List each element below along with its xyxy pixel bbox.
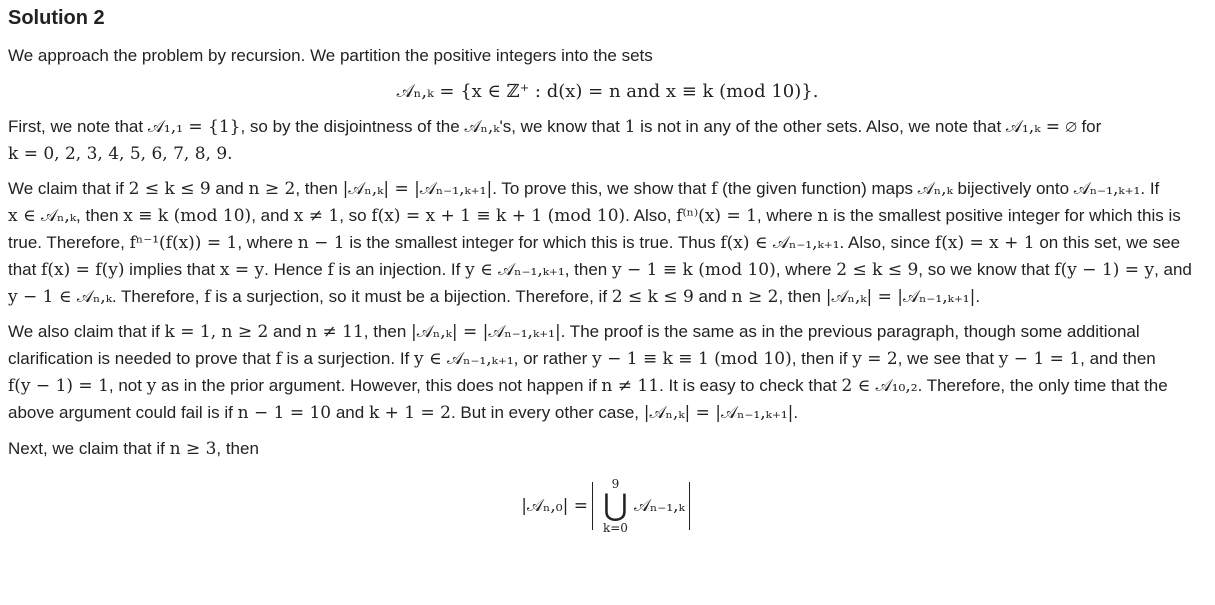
text-run: and [331,402,369,422]
inline-math: f(x) = x + 1 ≡ k + 1 (mod 10) [371,206,626,227]
text-run: . It is easy to check that [659,375,842,395]
inline-math: n ≠ 11 [306,322,364,343]
inline-math: |𝒜ₙ,ₖ| = |𝒜ₙ₋₁,ₖ₊₁| [643,402,794,423]
text-run: . Also, since [839,232,935,252]
text-run: . The proof is the same as in the previous paragraph, though some additional clarification is needed to prove that [8,322,1140,369]
inline-math: |𝒜ₙ,ₖ| = |𝒜ₙ₋₁,ₖ₊₁| [411,322,561,343]
text-run: implies that [124,259,220,279]
text-run: , and [1154,259,1192,279]
text-run: , and [251,206,294,226]
inline-math: f [275,349,282,370]
text-run: , where [237,232,298,252]
inline-math: 𝒜₁,ₖ = ∅ [1005,116,1077,137]
text-run: , then [363,322,412,342]
inline-math: 2 ≤ k ≤ 9 [128,179,211,200]
inline-math: fⁿ⁻¹(f(x)) = 1 [129,232,238,253]
text-run: for [1076,116,1102,136]
inline-math: k + 1 = 2 [368,402,451,423]
inline-math: n ≥ 2 [731,286,779,307]
text-run: . Also, [625,206,677,226]
inline-math: n ≥ 3 [169,438,217,459]
text-run: , then if [791,349,853,369]
text-run: , then [216,438,259,458]
paragraph-intro: We approach the problem by recursion. We partition the positive integers into the sets [8,46,653,65]
union-term: 𝒜ₙ₋₁,ₖ [633,496,685,517]
text-run: , then [778,286,826,306]
inline-math: n ≠ 11 [601,375,660,396]
inline-math: 𝒜ₙ₋₁,ₖ₊₁ [1073,179,1141,200]
text-run: is a surjection, so it must be a bijection. Therefore, if [210,286,612,306]
inline-math: 2 ≤ k ≤ 9 [836,259,919,280]
inline-math: 2 ≤ k ≤ 9 [611,286,694,307]
text-run: is the smallest positive integer for which this is true. Therefore, [8,206,1181,252]
inline-math: 𝒜₁,₁ = {1} [147,116,241,137]
display-equation-union [8,471,1207,541]
inline-math: y − 1 ∈ 𝒜ₙ,ₖ [8,286,112,307]
paragraph-2 [8,176,1207,310]
text-run: We claim that if [8,179,129,199]
inline-math: f(x) ∈ 𝒜ₙ₋₁,ₖ₊₁ [720,232,840,253]
inline-math: y ∈ 𝒜ₙ₋₁,ₖ₊₁ [414,349,514,370]
inline-math: x = y [219,259,265,280]
text-run: bijectively onto [952,179,1074,199]
inline-math: 1 [624,116,636,137]
text-run: . Therefore, the only time that the above argument could fail is if [8,375,1168,422]
inline-math: k = 1, n ≥ 2 [164,322,269,343]
paragraph-4 [8,436,1207,463]
text-run: as in the prior argument. However, this does not happen if [156,375,602,395]
text-run: , so we know that [918,259,1055,279]
inline-math: y ∈ 𝒜ₙ₋₁,ₖ₊₁ [465,259,565,280]
text-run: on this set, we see that [8,232,1181,279]
inline-math: n − 1 = 10 [237,402,332,423]
inline-math: |𝒜ₙ,ₖ| = |𝒜ₙ₋₁,ₖ₊₁| [342,179,493,200]
text-run: and [268,322,307,342]
text-run: , and then [1080,349,1156,369]
text-run: , or rather [513,349,593,369]
text-run: . But in every other case, [450,402,644,422]
text-run: . Therefore, [111,286,205,306]
text-run: 's, we know that [499,116,625,136]
section-heading: Solution 2 [8,7,105,29]
paragraph-3 [8,319,1207,426]
text-run: . [793,402,799,422]
big-union [603,477,628,535]
inline-math: 2 ∈ 𝒜₁₀,₂ [841,375,918,396]
text-run: and [693,286,732,306]
inline-math: f⁽ⁿ⁾(x) = 1 [676,206,757,227]
text-run: , then [295,179,343,199]
text-run: , so by the disjointness of the [240,116,465,136]
inline-math: y − 1 ≡ k ≡ 1 (mod 10) [592,349,792,370]
paragraph-1 [8,114,1207,168]
inline-math: y − 1 = 1 [998,349,1081,370]
inline-math: f(y − 1) = 1 [8,375,109,396]
text-run: (the given function) maps [717,179,918,199]
text-run: . To prove this, we show that [492,179,712,199]
text-run: , then [76,206,124,226]
inline-math: y [146,375,157,396]
text-run: is the smallest integer for which this is true. Thus [344,232,721,252]
inline-math: f(x) = x + 1 [934,232,1035,253]
inline-math: n ≥ 2 [248,179,296,200]
inline-math: y − 1 ≡ k (mod 10) [611,259,776,280]
text-run: is not in any of the other sets. Also, we note that [635,116,1006,136]
text-run: , where [775,259,837,279]
inline-math: x ∈ 𝒜ₙ,ₖ [8,206,77,227]
text-run: is a surjection. If [281,349,415,369]
union-lower-limit: k=0 [602,521,628,536]
inline-math: f [711,179,718,200]
inline-math: |𝒜ₙ,ₖ| = |𝒜ₙ₋₁,ₖ₊₁| [825,286,976,307]
text-run: , so [339,206,372,226]
text-run: We also claim that if [8,322,165,342]
text-run: and [210,179,249,199]
inline-math: f [204,286,211,307]
union-lhs: |𝒜ₙ,₀| = [521,496,588,517]
text-run: First, we note that [8,116,148,136]
text-run: . [975,286,981,306]
inline-math: x ≡ k (mod 10) [123,206,252,227]
abs-bar-left [592,482,593,530]
inline-math: x ≠ 1 [293,206,340,227]
inline-math: 𝒜ₙ,ₖ [917,179,953,200]
inline-math: 𝒜ₙ,ₖ [464,116,500,137]
text-run: , not [108,375,147,395]
inline-math: f(x) = f(y) [41,259,125,280]
inline-math: n [817,206,829,227]
text-run: , we see that [897,349,999,369]
text-run: is an injection. If [333,259,466,279]
text-run: . If [1140,179,1160,199]
union-symbol: ⋃ [603,488,628,524]
text-run: Next, we claim that if [8,438,170,458]
text-run: , where [756,206,818,226]
display-equation-set: 𝒜ₙ,ₖ = {x ∈ ℤ⁺ : d(x) = n and x ≡ k (mod 10)}. [396,80,819,102]
inline-math: y = 2 [852,349,898,370]
inline-math: n − 1 [297,232,345,253]
inline-math: k = 0, 2, 3, 4, 5, 6, 7, 8, 9. [8,143,233,164]
abs-bar-right [689,482,690,530]
inline-math: f [327,259,334,280]
union-upper-limit: 9 [611,477,620,492]
text-run: , then [564,259,612,279]
inline-math: f(y − 1) = y [1054,259,1155,280]
text-run: . Hence [264,259,328,279]
